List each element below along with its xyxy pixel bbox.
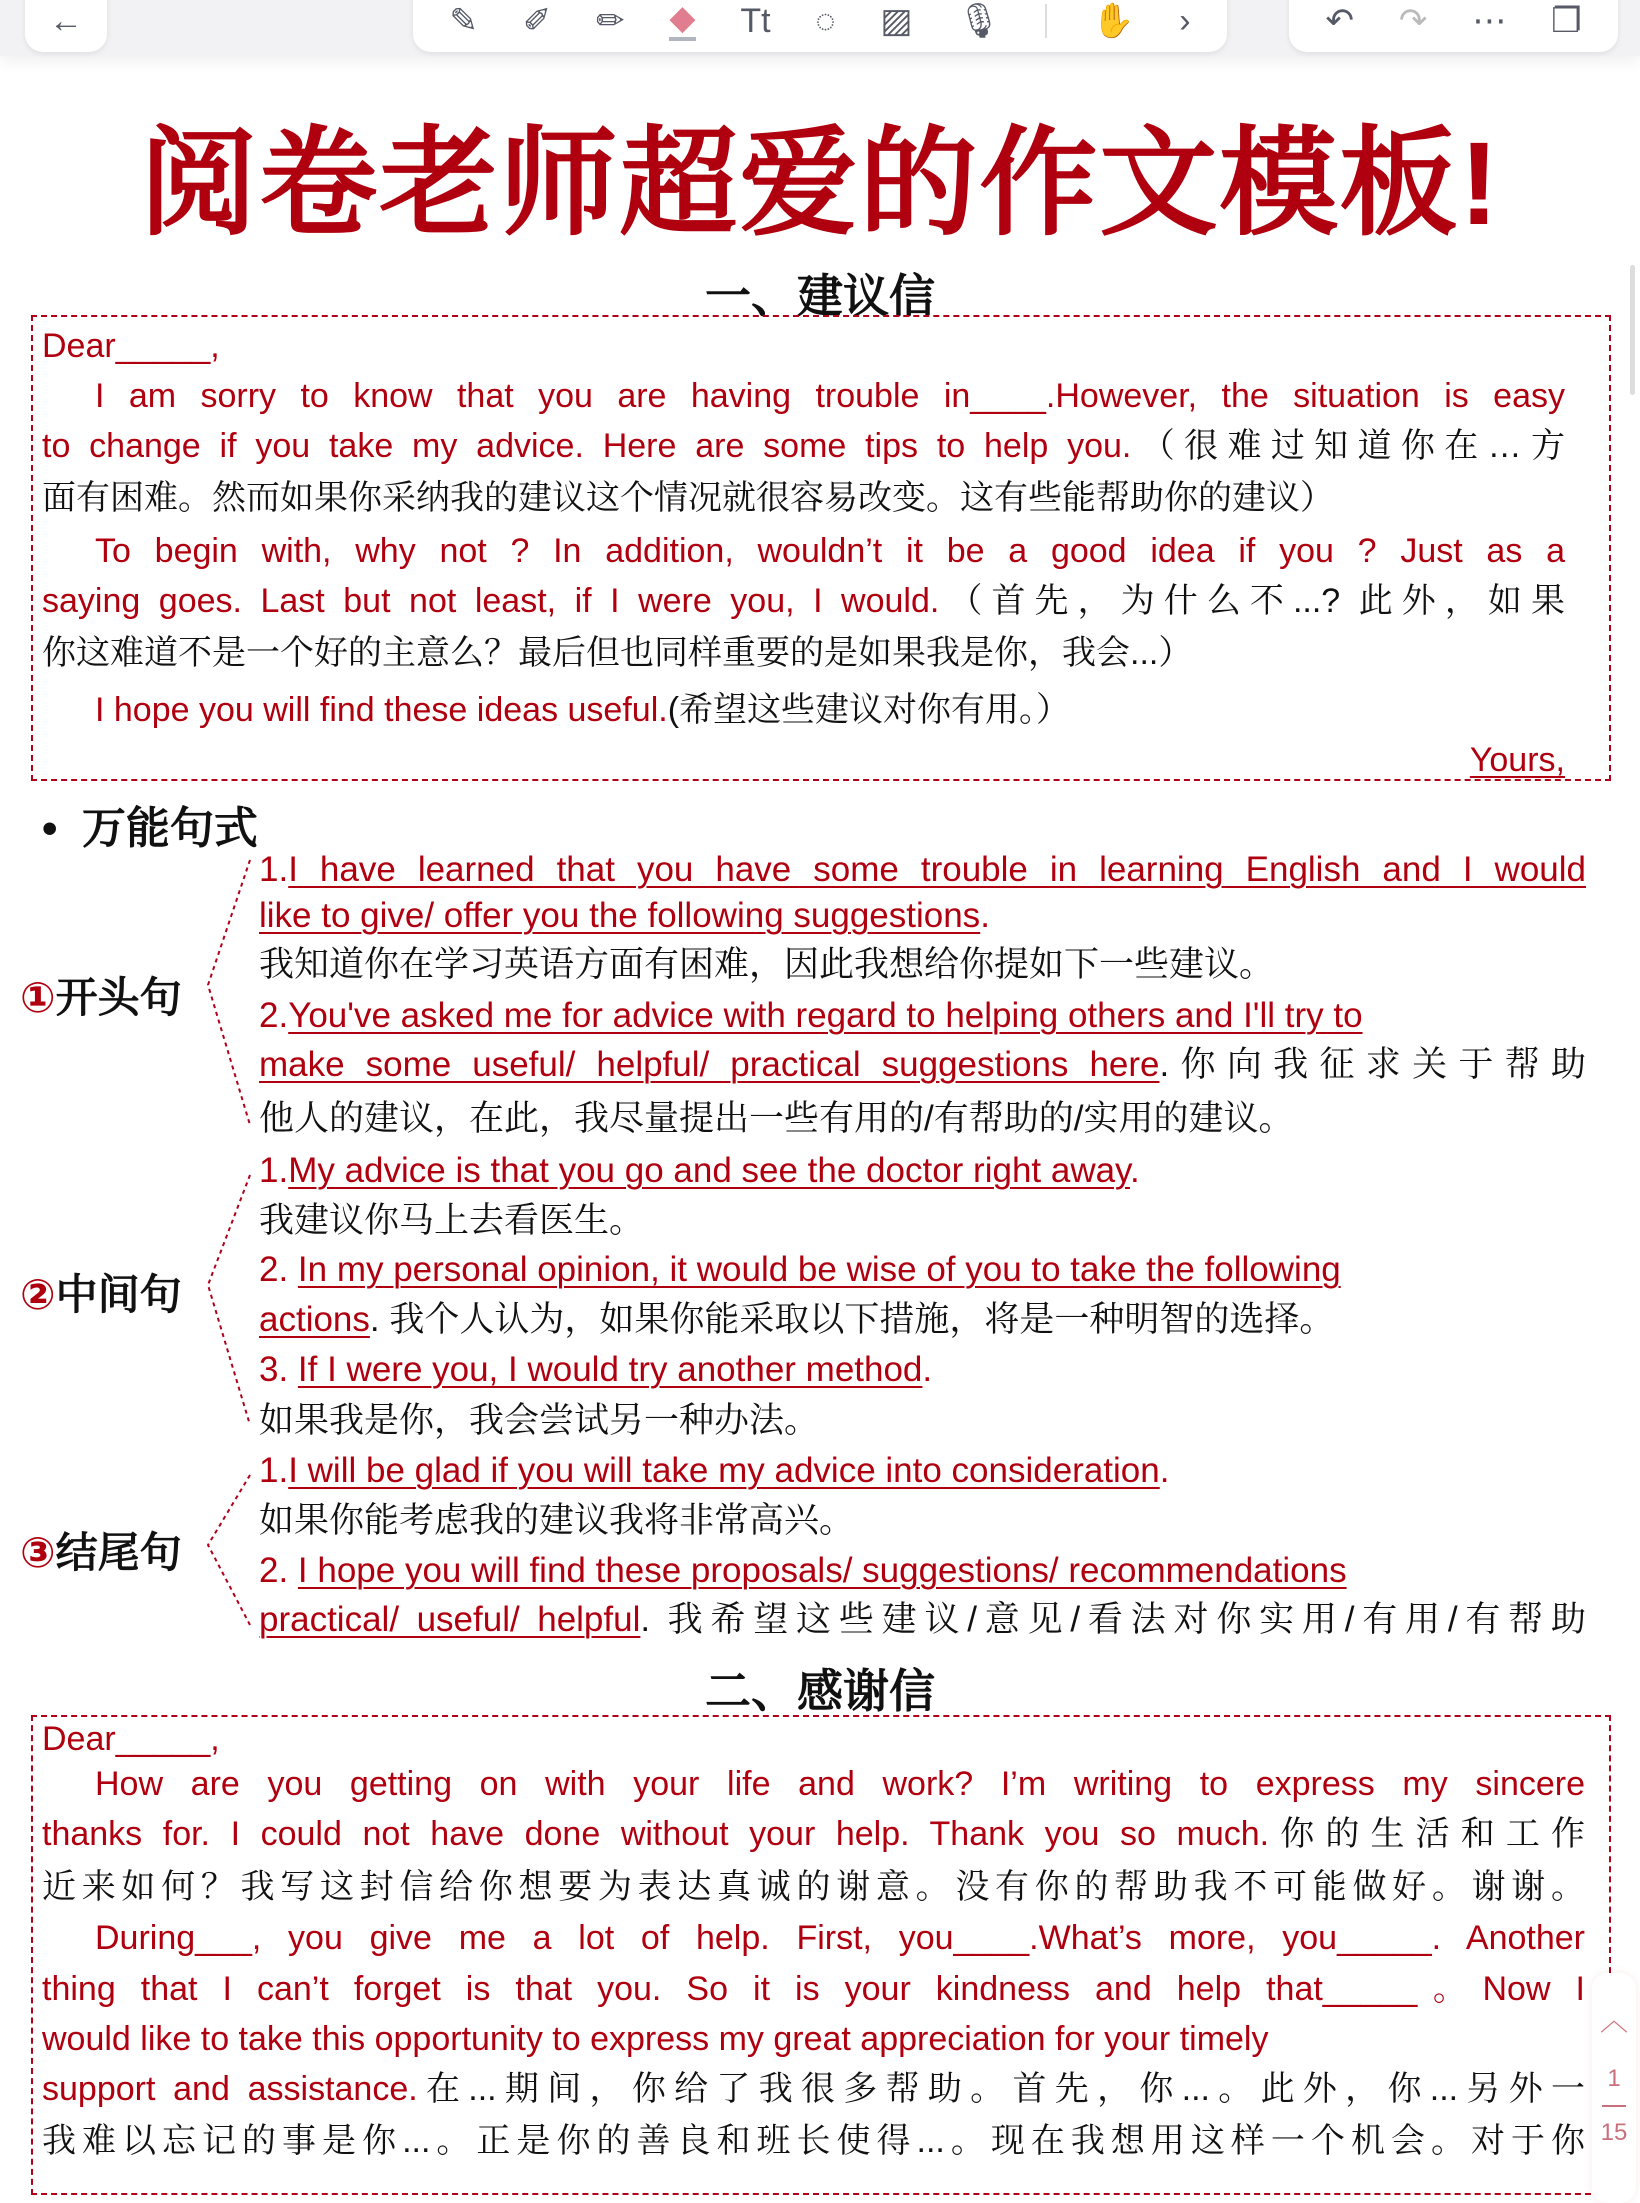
text-line: [259, 1599, 1586, 1639]
text-line: [259, 1299, 1335, 1339]
text-segment: .: [922, 1349, 933, 1389]
undo-icon[interactable]: ↶: [1325, 2, 1354, 40]
back-arrow-icon: ←: [49, 2, 83, 40]
text-line: [259, 1200, 645, 1240]
text-segment: During___, you give me a lot of help. First, you____.What’s more, you_____. Another: [95, 1919, 1585, 1957]
circled-number: ①: [20, 974, 56, 1021]
text-segment: .: [1159, 1450, 1170, 1490]
more-icon[interactable]: ⋯: [1472, 2, 1507, 40]
text-segment: support and assistance.: [42, 2070, 418, 2108]
text-line: [42, 2124, 1585, 2158]
mic-icon[interactable]: 🎙: [957, 2, 1001, 40]
brace-opening: [208, 860, 250, 1125]
text-line: [259, 1044, 1586, 1084]
section-heading-thank-you-letter: 二、感谢信: [705, 1665, 935, 1717]
highlighter-icon[interactable]: ✏: [596, 2, 625, 40]
text-segment: 2.: [259, 995, 289, 1035]
text-segment: 2.: [259, 1249, 298, 1289]
text-line: [259, 849, 1586, 889]
label-text: 开头句: [55, 974, 182, 1021]
circled-number: ②: [20, 1271, 56, 1318]
total-pages: 15: [1600, 2119, 1628, 2146]
text-line: [259, 895, 990, 935]
underlined-phrase: like to give/ offer you the following suggestions: [259, 895, 981, 935]
text-segment: (希望这些建议对你有用。）: [667, 691, 1071, 729]
underlined-phrase: I have learned that you have some trouble in learning English and I would: [288, 849, 1586, 889]
text-line: [259, 1550, 1347, 1590]
underlined-phrase: practical/ useful/ helpful: [259, 1599, 641, 1639]
text-line: [259, 1400, 820, 1440]
text-segment: 我难以忘记的事是你...。正是你的善良和班长使得...。现在我想用这样一个机会。对于你: [42, 2122, 1585, 2160]
brace-closing: [208, 1475, 250, 1625]
text-segment: 1.: [259, 849, 289, 889]
text-segment: 如果我是你，我会尝试另一种办法。: [259, 1400, 820, 1440]
text-segment: （首先，为什么不...? 此外，如果: [939, 582, 1565, 620]
scrollbar[interactable]: [1630, 265, 1635, 395]
text-segment: .你向我征求关于帮助: [1159, 1044, 1586, 1084]
text-segment: .: [980, 895, 990, 935]
text-segment: . 我希望这些建议/意见/看法对你实用/有用/有帮助: [640, 1599, 1586, 1639]
text-segment: 我知道你在学习英语方面有困难，因此我想给你提如下一些建议。: [259, 944, 1275, 984]
text-segment: 1.: [259, 1150, 289, 1190]
text-segment: 他人的建议，在此，我尽量提出一些有用的/有帮助的/实用的建议。: [259, 1098, 1294, 1138]
text-segment: to change if you take my advice. Here are some tips to help you.: [42, 427, 1132, 465]
chevron-right-icon[interactable]: ›: [1179, 2, 1191, 40]
text-line: [42, 1870, 1585, 1904]
text-segment: Dear_____,: [42, 1720, 220, 1758]
bullet: •: [42, 804, 58, 853]
text-line: [42, 2022, 1268, 2056]
text-segment: I hope you will find these ideas useful.: [95, 691, 668, 729]
page-title: 阅卷老师超爱的作文模板!: [139, 118, 1501, 250]
eraser-icon[interactable]: ◆: [669, 1, 695, 41]
text-segment: 在...期间，你给了我很多帮助。首先，你...。此外，你...另外一: [417, 2070, 1586, 2108]
text-segment: .: [1129, 1150, 1140, 1190]
text-icon[interactable]: Tt: [740, 2, 771, 40]
text-line: [259, 1150, 1140, 1190]
text-segment: Dear_____,: [42, 327, 220, 365]
text-line: [95, 1921, 1585, 1955]
pages-icon[interactable]: ❐: [1551, 2, 1582, 40]
underlined-phrase: If I were you, I would try another method: [297, 1349, 923, 1389]
underlined-phrase: actions: [259, 1299, 370, 1339]
text-segment: 3.: [259, 1349, 298, 1389]
text-line: [95, 1767, 1585, 1801]
heading-text: 万能句式: [81, 804, 258, 853]
underlined-phrase: Yours,: [1469, 741, 1565, 779]
brace-middle: [208, 1175, 250, 1425]
text-line: [42, 2072, 1585, 2106]
text-segment: 你这难道不是一个好的主意么？最后但也同样重要的是如果我是你，我会...）: [42, 634, 1193, 672]
marker-icon[interactable]: ✐: [522, 2, 552, 40]
text-segment: 你的生活和工作: [1269, 1815, 1586, 1853]
text-line: [259, 995, 1363, 1035]
text-line: [259, 1349, 933, 1389]
text-segment: 1.: [259, 1450, 289, 1490]
divider: [1602, 2105, 1626, 2107]
text-segment: . 我个人认为，如果你能采取以下措施，将是一种明智的选择。: [369, 1299, 1335, 1339]
text-line: [42, 1972, 1585, 2006]
current-page: 1: [1607, 2065, 1621, 2092]
hand-icon[interactable]: ✋: [1092, 2, 1135, 40]
circled-number: ③: [20, 1529, 56, 1576]
underlined-phrase: My advice is that you go and see the doctor right away: [288, 1150, 1130, 1190]
text-line: [259, 1098, 1294, 1138]
text-segment: To begin with, why not ? In addition, wouldn’t it be a good idea if you ? Just as a: [95, 532, 1565, 570]
text-segment: thanks for. I could not have done without your help. Thank you so much.: [42, 1815, 1270, 1853]
underlined-phrase: In my personal opinion, it would be wise of you to take the following: [297, 1249, 1341, 1289]
label-text: 中间句: [55, 1271, 182, 1318]
text-segment: How are you getting on with your life and work? I’m writing to express my sincere: [95, 1765, 1585, 1803]
text-segment: （很难过知道你在…方: [1131, 427, 1566, 465]
text-line: [259, 1450, 1170, 1490]
image-icon[interactable]: ▨: [880, 2, 913, 40]
text-segment: would like to take this opportunity to express my great appreciation for your timely: [42, 2020, 1269, 2058]
text-segment: 2.: [259, 1550, 298, 1590]
text-segment: I am sorry to know that you are having trouble in____.However, the situation is easy: [95, 377, 1565, 415]
text-line: [42, 1817, 1585, 1851]
text-segment: thing that I can’t forget is that you. So it is your kindness and help that_____。Now I: [42, 1970, 1585, 2008]
underlined-phrase: I hope you will find these proposals/ suggestions/ recommendations: [297, 1550, 1347, 1590]
pen-icon[interactable]: ✎: [449, 2, 478, 40]
text-segment: 我建议你马上去看医生。: [259, 1200, 645, 1240]
page-up-icon[interactable]: ︿: [1599, 2005, 1628, 2036]
lasso-icon[interactable]: ◌: [815, 2, 836, 40]
underlined-phrase: You've asked me for advice with regard to helping others and I'll try to: [288, 995, 1363, 1035]
page-indicator: [1592, 1973, 1636, 2203]
text-line: [259, 944, 1275, 984]
text-segment: saying goes. Last but not least, if I were you, I would.: [42, 582, 940, 620]
text-line: [259, 1249, 1341, 1289]
underlined-phrase: I will be glad if you will take my advice into consideration: [288, 1450, 1160, 1490]
text-line: [42, 1722, 220, 1756]
text-segment: 面有困难。然而如果你采纳我的建议这个情况就很容易改变。这有些能帮助你的建议）: [42, 479, 1334, 517]
underlined-phrase: make some useful/ helpful/ practical suggestions here: [259, 1044, 1160, 1084]
text-line: [259, 1500, 855, 1540]
text-segment: 近来如何？我写这封信给你想要为表达真诚的谢意。没有你的帮助我不可能做好。谢谢。: [42, 1868, 1585, 1906]
redo-icon[interactable]: ↷: [1398, 2, 1428, 40]
text-segment: 如果你能考虑我的建议我将非常高兴。: [259, 1500, 855, 1540]
label-text: 结尾句: [55, 1529, 182, 1576]
section-heading-advice-letter: 一、建议信: [705, 270, 935, 322]
